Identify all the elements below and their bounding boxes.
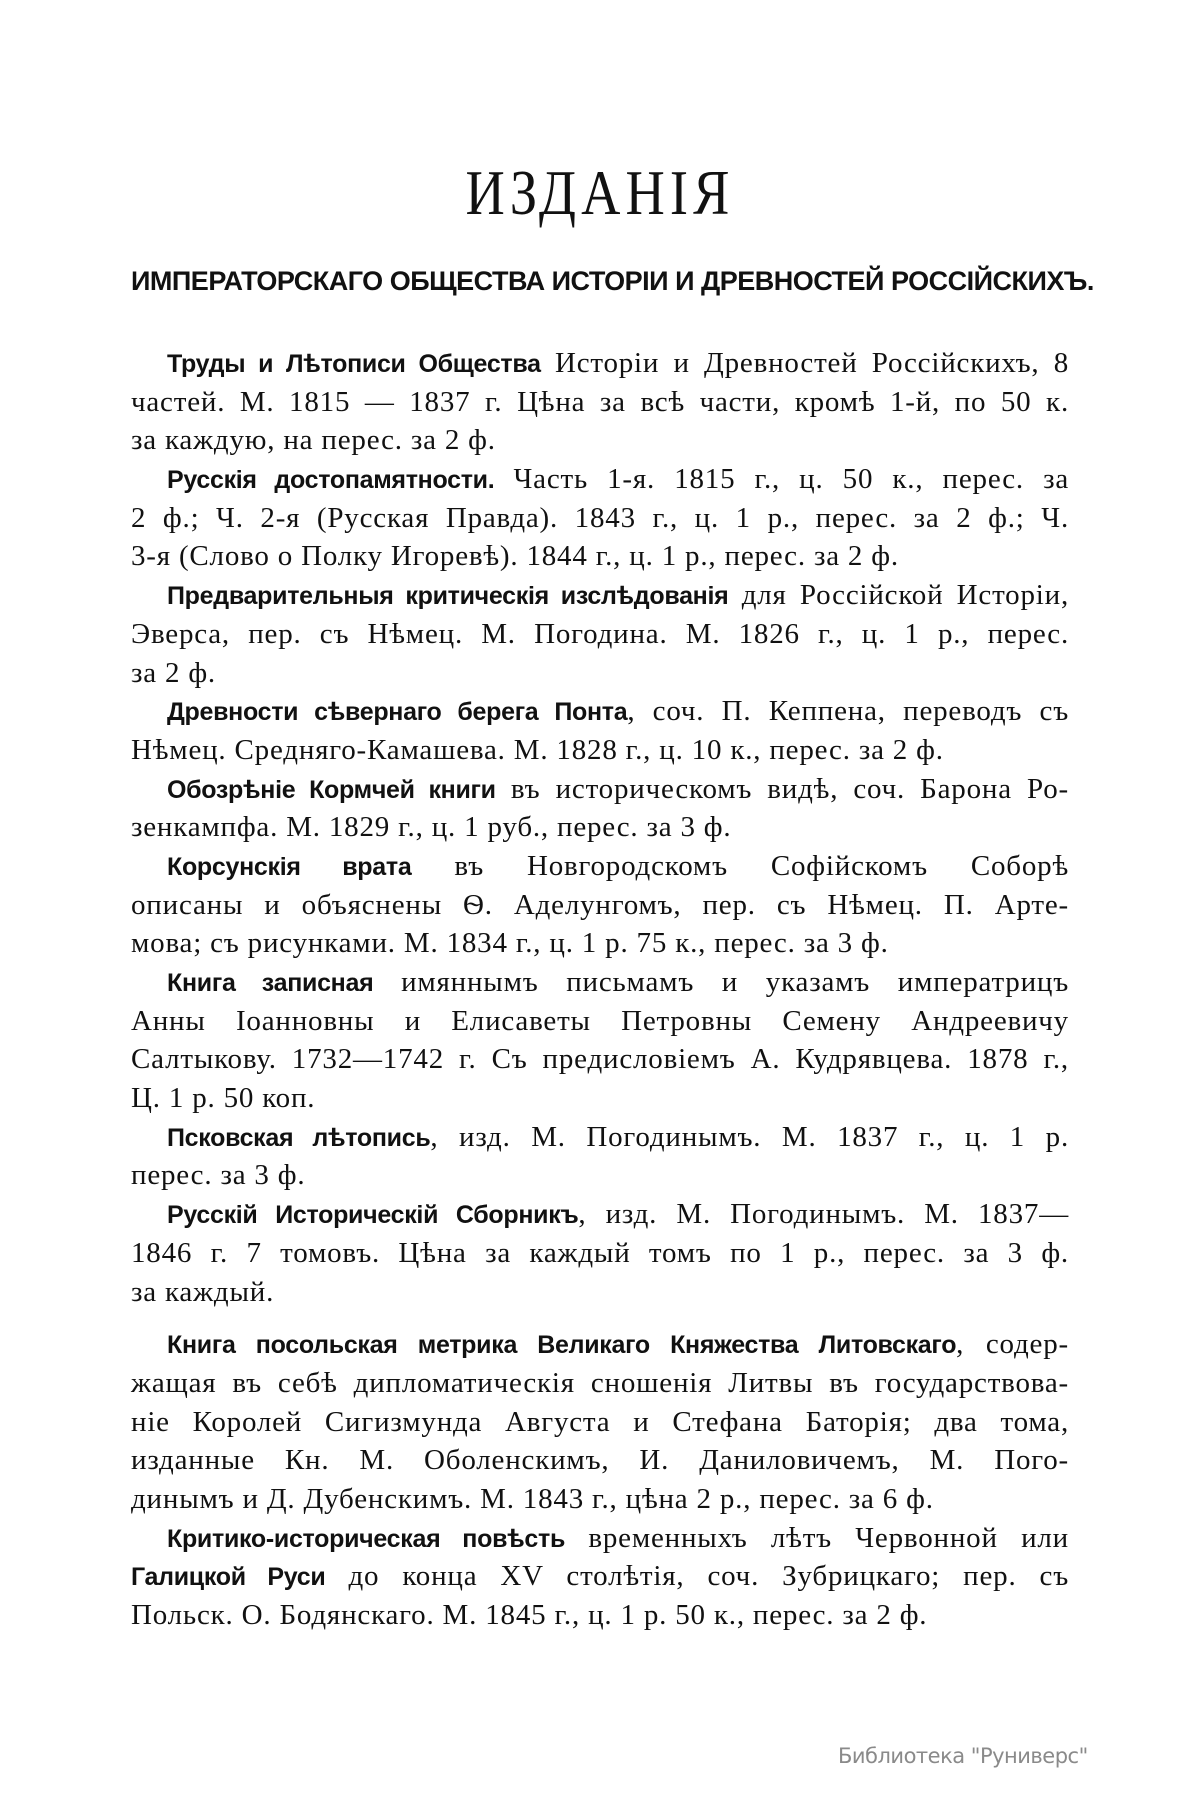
publication-title: Галицкой Руси: [131, 1563, 326, 1592]
publication-details: , изд. М. Погодинымъ. М. 1837—: [578, 1198, 1069, 1231]
publication-details: , соч. П. Кеппена, переводъ съ: [627, 695, 1069, 728]
publication-details: изданные Кн. М. Оболенскимъ, И. Даниловичемъ, М. Пого-: [131, 1444, 1069, 1477]
publication-details: за каждую, на перес. за 2 ф.: [131, 424, 496, 457]
publication-details: за 2 ф.: [131, 656, 216, 689]
publication-entry: [131, 1325, 1069, 1518]
publication-details: перес. за 3 ф.: [131, 1159, 306, 1192]
text-line: [131, 1118, 1069, 1157]
publication-details: жащая въ себѣ дипломатическія сношенія Литвы въ государствова-: [131, 1366, 1069, 1399]
publication-entry: [131, 460, 1069, 576]
text-line: [131, 421, 1069, 460]
publication-details: для Россійской Исторіи,: [728, 579, 1070, 612]
text-line: [131, 344, 1069, 383]
text-line: [131, 654, 1069, 693]
publication-details: Часть 1-я. 1815 г., ц. 50 к., перес. за: [494, 463, 1069, 496]
publication-title: Книга посольская метрика Великаго Княжества Литовскаго: [167, 1331, 957, 1360]
publication-title: Псковская лѣтопись: [167, 1123, 431, 1152]
publication-title: Корсунскія врата: [167, 852, 412, 881]
text-line: [131, 963, 1069, 1002]
text-line: [131, 499, 1069, 538]
publication-details: , содер-: [956, 1328, 1069, 1361]
text-line: [131, 1557, 1069, 1596]
text-line: [131, 1596, 1069, 1635]
publication-details: частей. М. 1815 — 1837 г. Цѣна за всѣ части, кромѣ 1-й, по 50 к.: [131, 385, 1069, 418]
text-line: [131, 808, 1069, 847]
publication-entry: [131, 344, 1069, 460]
text-line: [131, 1480, 1069, 1519]
publication-entry: [131, 963, 1069, 1118]
publication-details: въ историческомъ видѣ, соч. Барона Ро-: [495, 772, 1069, 805]
publication-title: Русскій Историческій Сборникъ: [167, 1201, 579, 1230]
publication-title: Русскія достопамятности.: [167, 466, 495, 495]
library-watermark: Библиотека "Руниверс": [838, 1744, 1088, 1768]
publication-entry: [131, 770, 1069, 847]
text-line: [131, 1079, 1069, 1118]
publication-entry: [131, 692, 1069, 769]
text-line: [131, 1040, 1069, 1079]
page-title: ИЗДАНІЯ: [465, 157, 735, 228]
publication-details: Салтыкову. 1732—1742 г. Съ предисловіемъ А. Кудрявцева. 1878 г.,: [131, 1043, 1069, 1076]
publication-entry: [131, 1195, 1069, 1311]
publication-entry: [131, 576, 1069, 692]
publication-details: Ц. 1 р. 50 коп.: [131, 1082, 316, 1115]
publication-details: до конца XV столѣтія, соч. Зубрицкаго; пер. съ: [325, 1560, 1070, 1593]
publication-title: Критико-историческая повѣсть: [167, 1524, 566, 1553]
publication-details: имяннымъ письмамъ и указамъ императрицъ: [373, 966, 1070, 998]
text-line: [131, 692, 1069, 731]
text-line: [131, 1519, 1069, 1558]
publication-title: Древности сѣвернаго берега Понта: [167, 698, 628, 727]
publication-details: 1846 г. 7 томовъ. Цѣна за каждый томъ по 1 р., перес. за 3 ф.: [131, 1236, 1069, 1269]
text-line: [131, 1234, 1069, 1273]
publication-title: Книга записная: [167, 969, 374, 997]
text-line: [131, 460, 1069, 499]
text-line: [131, 1002, 1069, 1041]
publication-details: Польск. О. Бодянскаго. М. 1845 г., ц. 1 р. 50 к., перес. за 2 ф.: [131, 1599, 928, 1631]
text-line: [131, 383, 1069, 422]
publication-entry: [131, 1519, 1069, 1635]
text-line: [131, 615, 1069, 654]
publication-details: ніе Королей Сигизмунда Августа и Стефана Баторія; два тома,: [131, 1405, 1069, 1438]
publication-details: Анны Іоанновны и Елисаветы Петровны Семену Андреевичу: [131, 1004, 1069, 1037]
text-line: [131, 731, 1069, 770]
publication-details: 2 ф.; Ч. 2-я (Русская Правда). 1843 г., ц. 1 р., перес. за 2 ф.; Ч.: [131, 501, 1069, 534]
publication-details: зенкампфа. М. 1829 г., ц. 1 руб., перес. за 3 ф.: [131, 811, 732, 844]
page-subtitle: ИМПЕРАТОРСКАГО ОБЩЕСТВА ИСТОРІИ И ДРЕВНОСТЕЙ РОССІЙСКИХЪ.: [131, 266, 1094, 296]
text-line: [131, 770, 1069, 809]
publication-details: описаны и объяснены Ѳ. Аделунгомъ, пер. съ Нѣмец. П. Арте-: [131, 888, 1069, 921]
publication-details: , изд. М. Погодинымъ. М. 1837 г., ц. 1 р.: [430, 1120, 1069, 1153]
publication-title: Обозрѣніе Кормчей книги: [167, 775, 496, 804]
text-line: [131, 1273, 1069, 1312]
text-line: [131, 886, 1069, 925]
publication-details: временныхъ лѣтъ Червонной или: [565, 1521, 1069, 1554]
text-line: [131, 537, 1069, 576]
text-line: [131, 576, 1069, 615]
text-line: [131, 1156, 1069, 1195]
publication-title: Труды и Лѣтописи Общества: [167, 350, 541, 378]
text-line: [131, 924, 1069, 963]
text-line: [131, 1403, 1069, 1442]
text-line: [131, 1364, 1069, 1403]
publication-details: мова; съ рисунками. М. 1834 г., ц. 1 р. 75 к., перес. за 3 ф.: [131, 927, 889, 960]
text-line: [131, 1325, 1069, 1364]
publication-details: 3-я (Слово о Полку Игоревѣ). 1844 г., ц. 1 р., перес. за 2 ф.: [131, 540, 899, 573]
publication-details: въ Новгородскомъ Софійскомъ Соборѣ: [411, 849, 1069, 882]
publication-entry: [131, 1118, 1069, 1195]
text-line: [131, 847, 1069, 886]
text-line: [131, 1441, 1069, 1480]
publication-details: Нѣмец. Средняго-Камашева. М. 1828 г., ц. 10 к., перес. за 2 ф.: [131, 733, 944, 766]
publication-details: Исторіи и Древностей Россійскихъ, 8: [540, 347, 1069, 379]
text-line: [131, 1195, 1069, 1234]
publication-title: Предварительныя критическія изслѣдованія: [167, 582, 729, 611]
publication-details: Эверса, пер. съ Нѣмец. М. Погодина. М. 1826 г., ц. 1 р., перес.: [131, 617, 1069, 650]
publications-list: [131, 344, 1069, 1635]
publication-details: динымъ и Д. Дубенскимъ. М. 1843 г., цѣна 2 р., перес. за 6 ф.: [131, 1482, 934, 1515]
publication-entry: [131, 847, 1069, 963]
publication-details: за каждый.: [131, 1275, 275, 1308]
